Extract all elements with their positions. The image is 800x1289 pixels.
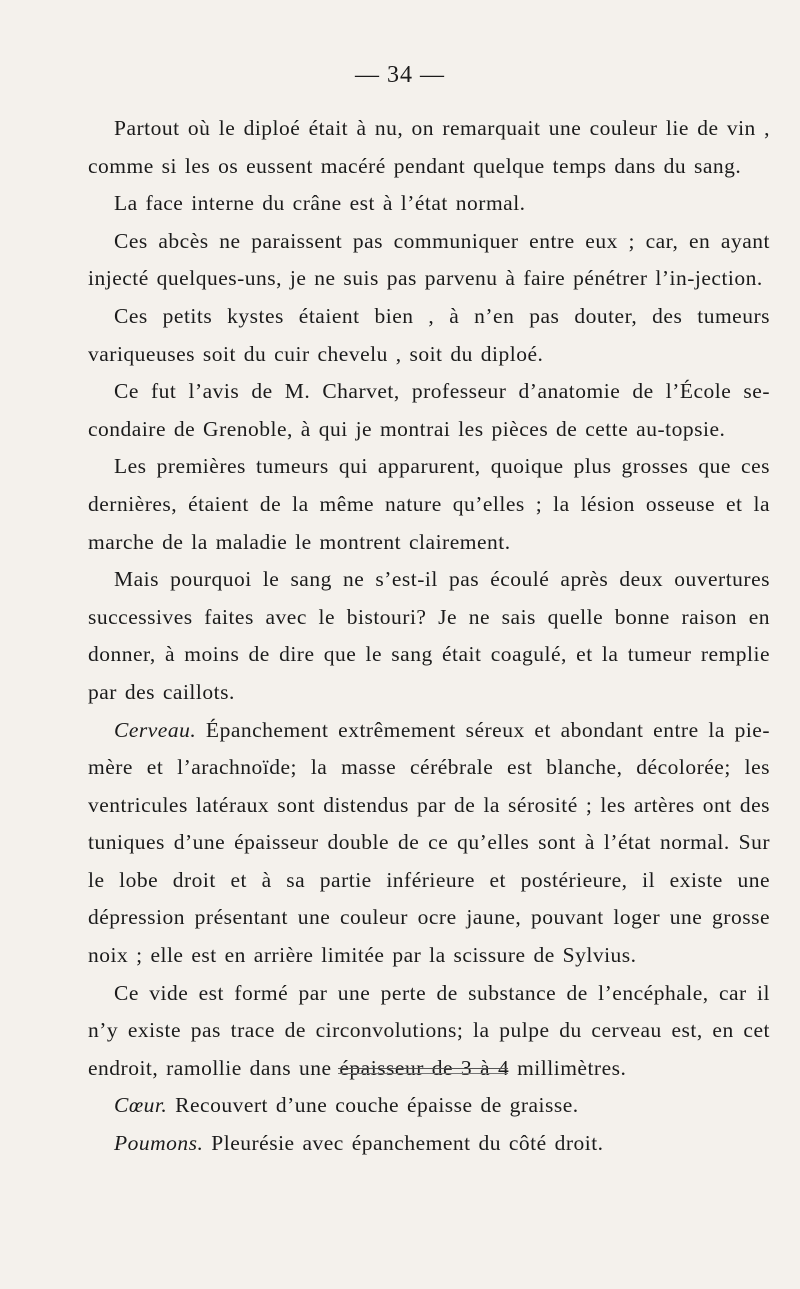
section-lead-poumons: Poumons. — [114, 1131, 204, 1156]
body-text — [88, 110, 770, 1163]
paragraph: Mais pourquoi le sang ne s’est-il pas écoulé après deux ouvertures successives faites avec le bistouri? Je ne sais quelle bonne raison en donner, à moins de dire que le sang était coagulé, et la tumeur remplie par des caillots. — [88, 567, 770, 704]
section-lead-coeur: Cœur. — [114, 1093, 168, 1118]
section-lead-cerveau: Cerveau. — [114, 717, 197, 742]
paragraph: Les premières tumeurs qui apparurent, quoique plus grosses que ces dernières, étaient de la même nature qu’elles ; la lésion osseuse et la marche de la maladie le montrent clairement. — [88, 454, 770, 554]
paragraph: Ces abcès ne paraissent pas communiquer entre eux ; car, en ayant injecté quelques-uns, je ne suis pas parvenu à faire pénétrer l’in-jection. — [88, 228, 770, 291]
paragraph-cerveau — [88, 712, 770, 975]
paragraph: Ce vide est formé par une perte de substance de l’encéphale, car il n’y existe pas trace de circonvolutions; la pulpe du cerveau est, en cet endroit, ramollie dans une épaisseur de 3 à 4 millimètres. — [88, 980, 770, 1080]
section-divider — [338, 1068, 508, 1074]
paragraph-text: Pleurésie avec épanchement du côté droit. — [203, 1131, 604, 1156]
paragraph: Ces petits kystes étaient bien , à n’en pas douter, des tumeurs variqueuses soit du cuir chevelu , soit du diploé. — [88, 303, 770, 366]
paragraph: Partout où le diploé était à nu, on remarquait une couleur lie de vin , comme si les os eussent macéré pendant quelque temps dans du sang. — [88, 116, 770, 178]
paragraph-poumons — [88, 1125, 770, 1163]
paragraph: Ce fut l’avis de M. Charvet, professeur d’anatomie de l’École se-condaire de Grenoble, à qui je montrai les pièces de cette au-topsie. — [88, 379, 770, 441]
paragraph-coeur — [88, 1087, 770, 1125]
paragraph-text: Recouvert d’une couche épaisse de graisse. — [167, 1093, 579, 1118]
paragraph-text: Épanchement extrêmement séreux et abondant entre la pie-mère et l’arachnoïde; la masse cérébrale est blanche, décolorée; les ventricules latéraux sont distendus par de la sérosité ; les artères ont des tuniques d’une épaisseur double de ce qu’elles sont à l’état normal. Sur le lobe droit et à sa partie inférieure et postérieure, il existe une dépression présentant une couleur ocre jaune, pouvant loger une grosse noix ; elle est en arrière limitée par la scissure de Sylvius. — [88, 717, 770, 968]
paragraph: La face interne du crâne est à l’état normal. — [114, 191, 526, 216]
page-number: — 34 — — [355, 62, 445, 88]
